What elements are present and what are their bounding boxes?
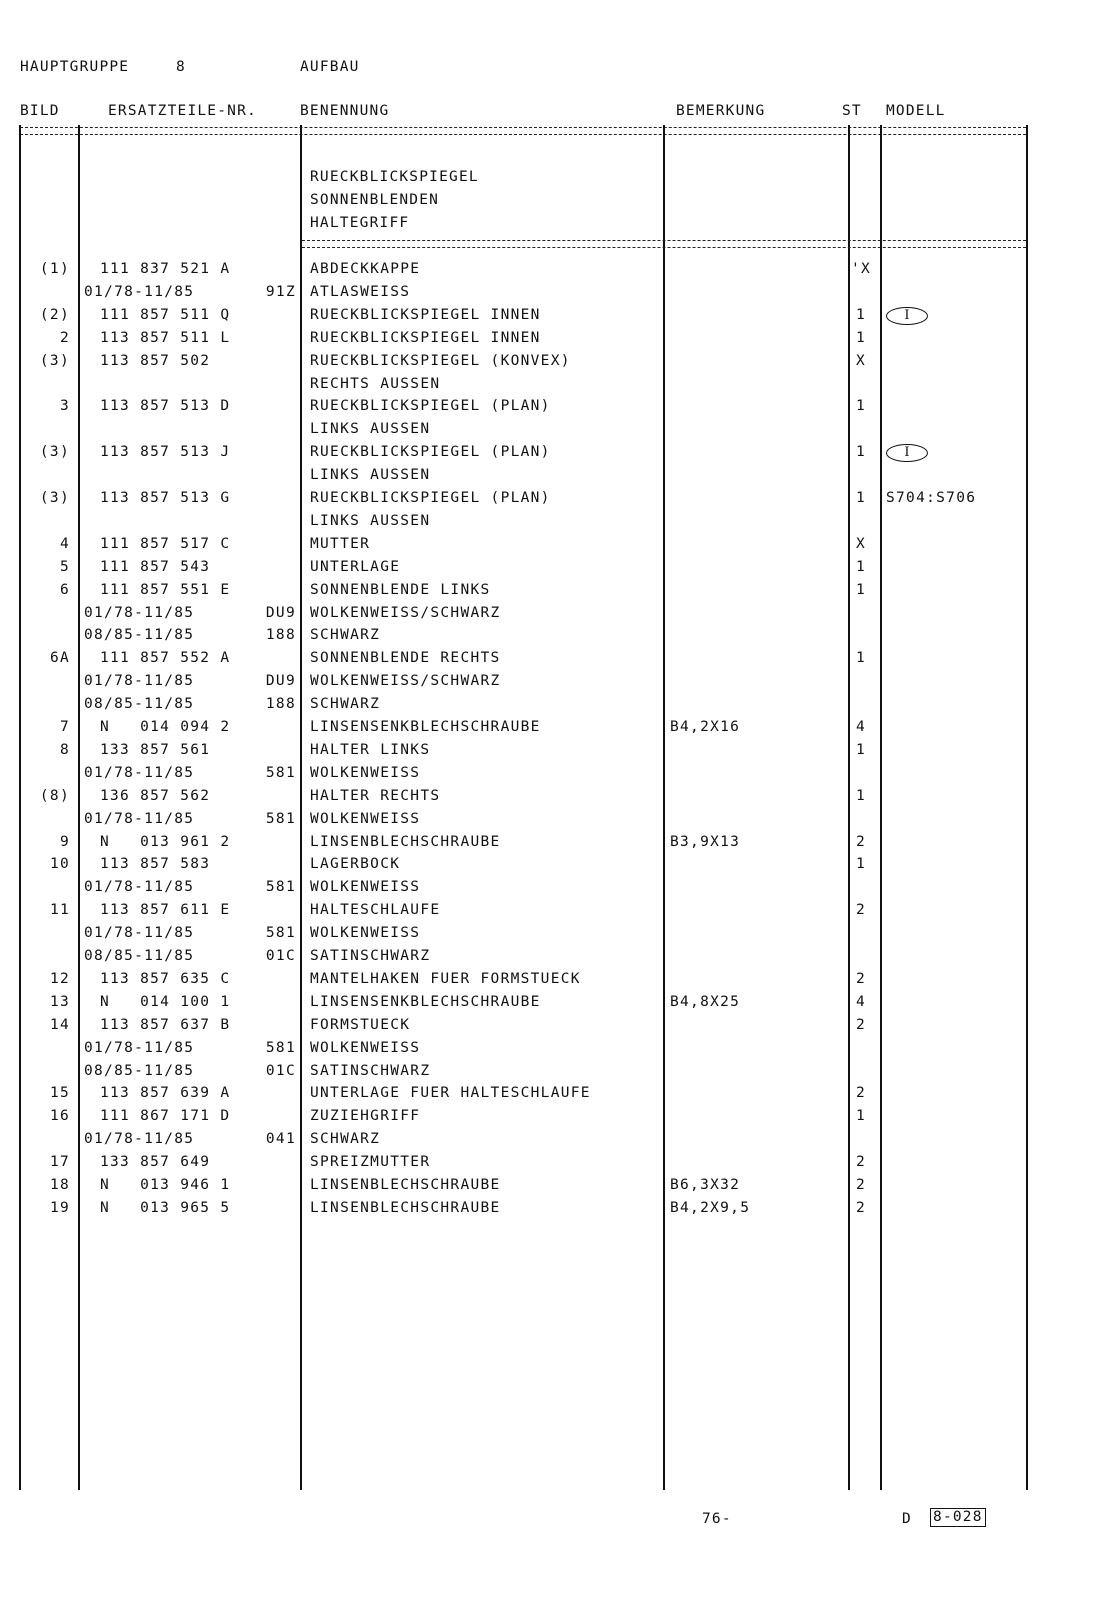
date-range: 01/78-11/85 xyxy=(84,764,195,781)
quantity: 1 xyxy=(855,329,867,346)
part-name: LINKS AUSSEN xyxy=(310,421,431,438)
table-row xyxy=(0,327,1106,350)
part-number: N 014 094 2 xyxy=(100,719,231,735)
part-name: RUECKBLICKSPIEGEL (PLAN) xyxy=(310,398,551,415)
figure-ref: (3) xyxy=(39,490,70,506)
part-number: 111 867 171 D xyxy=(100,1108,231,1125)
remark: B4,8X25 xyxy=(670,993,741,1010)
quantity: X xyxy=(855,535,867,552)
figure-ref: 9 xyxy=(59,833,70,850)
part-name: LAGERBOCK xyxy=(310,856,401,873)
part-name: SATINSCHWARZ xyxy=(310,1062,431,1079)
color-code: 581 xyxy=(265,1039,296,1056)
part-number: N 013 946 1 xyxy=(100,1177,231,1193)
table-row xyxy=(0,1037,1106,1060)
part-number: 113 857 635 C xyxy=(100,970,231,987)
table-row xyxy=(0,785,1106,808)
part-name: ABDECKKAPPE xyxy=(310,261,421,277)
table-row xyxy=(0,693,1106,716)
table-row xyxy=(0,968,1106,991)
color-code: DU9 xyxy=(265,673,296,690)
section-title: SONNENBLENDEN xyxy=(310,192,440,208)
part-number: 113 857 511 L xyxy=(100,329,231,346)
table-row xyxy=(0,739,1106,762)
table-row xyxy=(0,647,1106,670)
color-code: 91Z xyxy=(265,283,296,300)
remark: B4,2X9,5 xyxy=(670,1199,751,1216)
color-code: DU9 xyxy=(265,604,296,621)
part-number: 113 857 513 G xyxy=(100,490,231,506)
part-number: 113 857 637 B xyxy=(100,1016,231,1033)
part-name: LINSENBLECHSCHRAUBE xyxy=(310,1199,501,1216)
part-name: WOLKENWEISS xyxy=(310,810,421,827)
figure-ref: 17 xyxy=(49,1154,70,1171)
table-row xyxy=(0,602,1106,625)
part-number: 136 857 562 xyxy=(100,787,211,804)
group-number: 8 xyxy=(176,59,186,75)
quantity: 2 xyxy=(855,1199,867,1216)
table-row xyxy=(0,373,1106,396)
part-name: LINSENSENKBLECHSCHRAUBE xyxy=(310,719,541,735)
part-name: LINKS AUSSEN xyxy=(310,512,431,529)
table-row xyxy=(0,831,1106,854)
color-code: 581 xyxy=(265,879,296,896)
table-row xyxy=(0,945,1106,968)
table-row xyxy=(0,395,1106,418)
table-row xyxy=(0,1060,1106,1083)
model-symbol: I xyxy=(886,307,928,325)
section-rule xyxy=(302,240,1026,248)
quantity: 1 xyxy=(855,1108,867,1125)
table-row xyxy=(0,899,1106,922)
table-row xyxy=(0,853,1106,876)
date-range: 08/85-11/85 xyxy=(84,627,195,644)
part-name: HALTER RECHTS xyxy=(310,787,441,804)
header-rule xyxy=(20,127,1026,135)
part-number: 113 857 611 E xyxy=(100,902,231,919)
part-name: FORMSTUECK xyxy=(310,1016,411,1033)
table-row xyxy=(0,556,1106,579)
section-title: RUECKBLICKSPIEGEL xyxy=(310,169,479,185)
figure-ref: 2 xyxy=(59,329,70,346)
date-range: 01/78-11/85 xyxy=(84,879,195,896)
part-name: RUECKBLICKSPIEGEL INNEN xyxy=(310,329,541,346)
part-number: 133 857 649 xyxy=(100,1154,211,1171)
table-row xyxy=(0,1082,1106,1105)
color-code: 581 xyxy=(265,810,296,827)
figure-ref: (8) xyxy=(39,787,70,804)
quantity: 1 xyxy=(855,306,867,323)
model-oval-icon xyxy=(886,304,928,326)
group-label: HAUPTGRUPPE xyxy=(20,59,130,75)
part-name: LINKS AUSSEN xyxy=(310,467,431,484)
part-name: SCHWARZ xyxy=(310,627,381,644)
model-code: S704:S706 xyxy=(886,490,977,506)
quantity: 2 xyxy=(855,970,867,987)
part-number: 113 857 513 J xyxy=(100,444,231,461)
part-name: RUECKBLICKSPIEGEL (PLAN) xyxy=(310,490,551,506)
table-row xyxy=(0,418,1106,441)
date-range: 01/78-11/85 xyxy=(84,604,195,621)
figure-ref: 15 xyxy=(49,1085,70,1102)
part-name: MANTELHAKEN FUER FORMSTUECK xyxy=(310,970,581,987)
date-range: 08/85-11/85 xyxy=(84,1062,195,1079)
quantity: 1 xyxy=(855,856,867,873)
part-name: SCHWARZ xyxy=(310,1131,381,1148)
table-row xyxy=(0,1128,1106,1151)
table-row xyxy=(0,533,1106,556)
column-header-name: BENENNUNG xyxy=(300,103,390,119)
date-range: 01/78-11/85 xyxy=(84,925,195,942)
table-row xyxy=(0,922,1106,945)
part-name: RUECKBLICKSPIEGEL (KONVEX) xyxy=(310,352,571,369)
page-reference xyxy=(930,1508,986,1527)
section-title: HALTEGRIFF xyxy=(310,215,410,231)
quantity: 1 xyxy=(855,581,867,598)
part-number: 111 857 511 Q xyxy=(100,306,231,323)
part-number: 113 857 639 A xyxy=(100,1085,231,1102)
table-row xyxy=(0,579,1106,602)
color-code: 01C xyxy=(265,948,296,964)
quantity: 1 xyxy=(855,558,867,575)
page-reference-box: 8-028 xyxy=(930,1508,986,1527)
part-name: LINSENSENKBLECHSCHRAUBE xyxy=(310,993,541,1010)
date-range: 01/78-11/85 xyxy=(84,1039,195,1056)
part-name: WOLKENWEISS xyxy=(310,1039,421,1056)
part-name: SONNENBLENDE RECHTS xyxy=(310,650,501,667)
remark: B6,3X32 xyxy=(670,1177,741,1193)
table-row xyxy=(0,991,1106,1014)
part-name: RECHTS AUSSEN xyxy=(310,375,441,392)
part-number: 111 857 552 A xyxy=(100,650,231,667)
part-name: UNTERLAGE xyxy=(310,558,401,575)
part-name: WOLKENWEISS/SCHWARZ xyxy=(310,604,501,621)
quantity: 1 xyxy=(855,650,867,667)
date-range: 01/78-11/85 xyxy=(84,673,195,690)
quantity: 2 xyxy=(855,1085,867,1102)
figure-ref: (3) xyxy=(39,352,70,369)
table-row xyxy=(0,304,1106,327)
color-code: 188 xyxy=(265,627,296,644)
table-row xyxy=(0,350,1106,373)
part-name: WOLKENWEISS xyxy=(310,879,421,896)
group-title: AUFBAU xyxy=(300,59,360,75)
figure-ref: 7 xyxy=(59,719,70,735)
part-name: LINSENBLECHSCHRAUBE xyxy=(310,833,501,850)
figure-ref: (1) xyxy=(39,261,70,277)
part-name: RUECKBLICKSPIEGEL (PLAN) xyxy=(310,444,551,461)
part-name: SPREIZMUTTER xyxy=(310,1154,431,1171)
table-row xyxy=(0,1174,1106,1197)
quantity: 2 xyxy=(855,1177,867,1193)
figure-ref: 10 xyxy=(49,856,70,873)
quantity: 4 xyxy=(855,993,867,1010)
part-name: MUTTER xyxy=(310,535,371,552)
table-row xyxy=(0,1014,1106,1037)
table-row xyxy=(0,464,1106,487)
figure-ref: 6A xyxy=(49,650,70,667)
date-range: 01/78-11/85 xyxy=(84,810,195,827)
part-name: WOLKENWEISS xyxy=(310,764,421,781)
language-code: D xyxy=(902,1511,912,1527)
color-code: 01C xyxy=(265,1062,296,1079)
quantity: 1 xyxy=(855,398,867,415)
table-row xyxy=(0,1151,1106,1174)
quantity: 1 xyxy=(855,787,867,804)
table-row xyxy=(0,762,1106,785)
figure-ref: 6 xyxy=(59,581,70,598)
quantity: 2 xyxy=(855,1016,867,1033)
quantity: 1 xyxy=(855,444,867,461)
part-name: SONNENBLENDE LINKS xyxy=(310,581,491,598)
part-name: HALTESCHLAUFE xyxy=(310,902,441,919)
figure-ref: 12 xyxy=(49,970,70,987)
model-oval-icon xyxy=(886,441,928,463)
part-number: 133 857 561 xyxy=(100,741,211,758)
figure-ref: 8 xyxy=(59,741,70,758)
part-name: LINSENBLECHSCHRAUBE xyxy=(310,1177,501,1193)
page-number: 76- xyxy=(702,1511,732,1527)
quantity: 2 xyxy=(855,833,867,850)
part-name: UNTERLAGE FUER HALTESCHLAUFE xyxy=(310,1085,591,1102)
date-range: 01/78-11/85 xyxy=(84,1131,195,1148)
quantity: 2 xyxy=(855,902,867,919)
table-row xyxy=(0,876,1106,899)
table-row xyxy=(0,1105,1106,1128)
part-number: 111 857 551 E xyxy=(100,581,231,598)
table-row xyxy=(0,441,1106,464)
table-row xyxy=(0,670,1106,693)
table-row xyxy=(0,281,1106,304)
part-number: 113 857 502 xyxy=(100,352,211,369)
quantity: 1 xyxy=(855,741,867,758)
part-number: 111 857 517 C xyxy=(100,535,231,552)
figure-ref: 13 xyxy=(49,993,70,1010)
table-row xyxy=(0,510,1106,533)
figure-ref: 14 xyxy=(49,1016,70,1033)
quantity: 1 xyxy=(855,490,867,506)
part-name: SATINSCHWARZ xyxy=(310,948,431,964)
part-name: ZUZIEHGRIFF xyxy=(310,1108,421,1125)
table-row xyxy=(0,1197,1106,1220)
figure-ref: (3) xyxy=(39,444,70,461)
color-code: 581 xyxy=(265,764,296,781)
part-name: WOLKENWEISS xyxy=(310,925,421,942)
column-header-part-number: ERSATZTEILE-NR. xyxy=(108,103,257,119)
figure-ref: (2) xyxy=(39,306,70,323)
figure-ref: 11 xyxy=(49,902,70,919)
part-number: 111 837 521 A xyxy=(100,261,231,277)
column-header-bild: BILD xyxy=(20,103,60,119)
date-range: 08/85-11/85 xyxy=(84,948,195,964)
part-number: N 014 100 1 xyxy=(100,993,231,1010)
part-name: SCHWARZ xyxy=(310,696,381,713)
part-number: 111 857 543 xyxy=(100,558,211,575)
figure-ref: 19 xyxy=(49,1199,70,1216)
table-row xyxy=(0,487,1106,510)
part-number: N 013 965 5 xyxy=(100,1199,231,1216)
figure-ref: 4 xyxy=(59,535,70,552)
quantity: X xyxy=(855,352,867,369)
part-name: ATLASWEISS xyxy=(310,283,411,300)
part-number: 113 857 583 xyxy=(100,856,211,873)
column-header-remark: BEMERKUNG xyxy=(676,103,766,119)
remark: B4,2X16 xyxy=(670,719,741,735)
part-name: HALTER LINKS xyxy=(310,741,431,758)
table-row xyxy=(0,258,1106,281)
quantity: 'X xyxy=(850,261,872,277)
table-row xyxy=(0,624,1106,647)
date-range: 08/85-11/85 xyxy=(84,696,195,713)
color-code: 188 xyxy=(265,696,296,713)
part-name: RUECKBLICKSPIEGEL INNEN xyxy=(310,306,541,323)
table-row xyxy=(0,716,1106,739)
date-range: 01/78-11/85 xyxy=(84,283,195,300)
color-code: 581 xyxy=(265,925,296,942)
column-header-model: MODELL xyxy=(886,103,946,119)
table-row xyxy=(0,808,1106,831)
part-number: N 013 961 2 xyxy=(100,833,231,850)
quantity: 2 xyxy=(855,1154,867,1171)
figure-ref: 3 xyxy=(59,398,70,415)
color-code: 041 xyxy=(265,1131,296,1148)
quantity: 4 xyxy=(855,719,867,735)
remark: B3,9X13 xyxy=(670,833,741,850)
figure-ref: 5 xyxy=(59,558,70,575)
part-name: WOLKENWEISS/SCHWARZ xyxy=(310,673,501,690)
figure-ref: 18 xyxy=(49,1177,70,1193)
model-symbol: I xyxy=(886,444,928,462)
column-header-qty: ST xyxy=(842,103,862,119)
part-number: 113 857 513 D xyxy=(100,398,231,415)
figure-ref: 16 xyxy=(49,1108,70,1125)
